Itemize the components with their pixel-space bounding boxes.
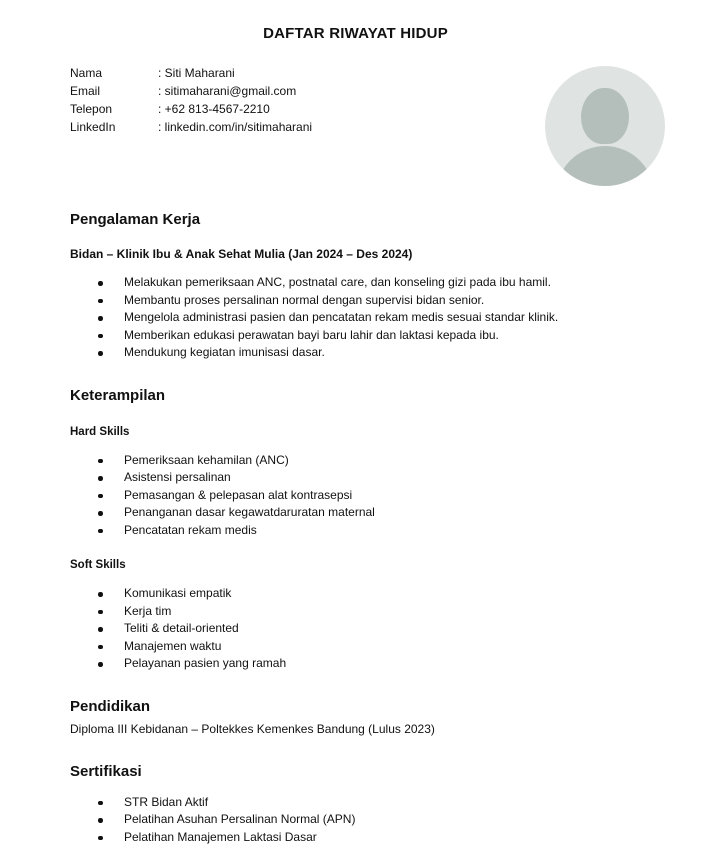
list-item: Pelatihan Asuhan Persalinan Normal (APN) [98,811,671,829]
sub-heading-hard-skills: Hard Skills [70,424,671,440]
list-item: Asistensi persalinan [98,469,671,487]
page-title: DAFTAR RIWAYAT HIDUP [0,0,711,42]
soft-skills-list [70,585,671,673]
section-heading-certification: Sertifikasi [70,762,671,782]
sub-heading-soft-skills: Soft Skills [70,557,671,573]
contact-label-linkedin: LinkedIn [70,118,158,136]
list-item: Membantu proses persalinan normal dengan supervisi bidan senior. [98,292,671,310]
list-item: Pencatatan rekam medis [98,522,671,540]
contact-label-email: Email [70,82,158,100]
hard-skills-list [70,452,671,540]
list-item: Kerja tim [98,603,671,621]
list-item: Mendukung kegiatan imunisasi dasar. [98,344,671,362]
experience-duties-list [70,274,671,362]
contact-row-linkedin [70,118,312,136]
contact-value-linkedin: : linkedin.com/in/sitimaharani [158,118,312,136]
person-icon-body [555,146,655,186]
header-section [0,42,711,186]
contact-info-body [70,64,312,136]
cv-body [0,210,711,846]
list-item: Pelayanan pasien yang ramah [98,655,671,673]
list-item: Mengelola administrasi pasien dan pencatatan rekam medis sesuai standar klinik. [98,309,671,327]
experience-job-title: Bidan – Klinik Ibu & Anak Sehat Mulia (Jan 2024 – Des 2024) [70,246,671,262]
list-item: Komunikasi empatik [98,585,671,603]
list-item: Manajemen waktu [98,638,671,656]
list-item: Memberikan edukasi perawatan bayi baru lahir dan laktasi kepada ibu. [98,327,671,345]
section-heading-experience: Pengalaman Kerja [70,210,671,230]
list-item: Pemeriksaan kehamilan (ANC) [98,452,671,470]
certification-list [70,794,671,846]
list-item: Pelatihan Manajemen Laktasi Dasar [98,829,671,846]
section-heading-education: Pendidikan [70,697,671,717]
contact-label-nama: Nama [70,64,158,82]
list-item: Pemasangan & pelepasan alat kontrasepsi [98,487,671,505]
education-entry: Diploma III Kebidanan – Poltekkes Kemenkes Bandung (Lulus 2023) [70,721,671,738]
contact-label-telepon: Telepon [70,100,158,118]
section-heading-skills: Keterampilan [70,386,671,406]
contact-value-telepon: : +62 813-4567-2210 [158,100,312,118]
contact-row-telepon [70,100,312,118]
list-item: Melakukan pemeriksaan ANC, postnatal care, dan konseling gizi pada ibu hamil. [98,274,671,292]
contact-value-nama: : Siti Maharani [158,64,312,82]
list-item: Penanganan dasar kegawatdaruratan maternal [98,504,671,522]
person-icon-head [581,88,629,144]
avatar [545,66,665,186]
contact-row-email [70,82,312,100]
list-item: Teliti & detail-oriented [98,620,671,638]
contact-row-nama [70,64,312,82]
list-item: STR Bidan Aktif [98,794,671,812]
contact-info-table [70,64,312,136]
contact-value-email: : sitimaharani@gmail.com [158,82,312,100]
